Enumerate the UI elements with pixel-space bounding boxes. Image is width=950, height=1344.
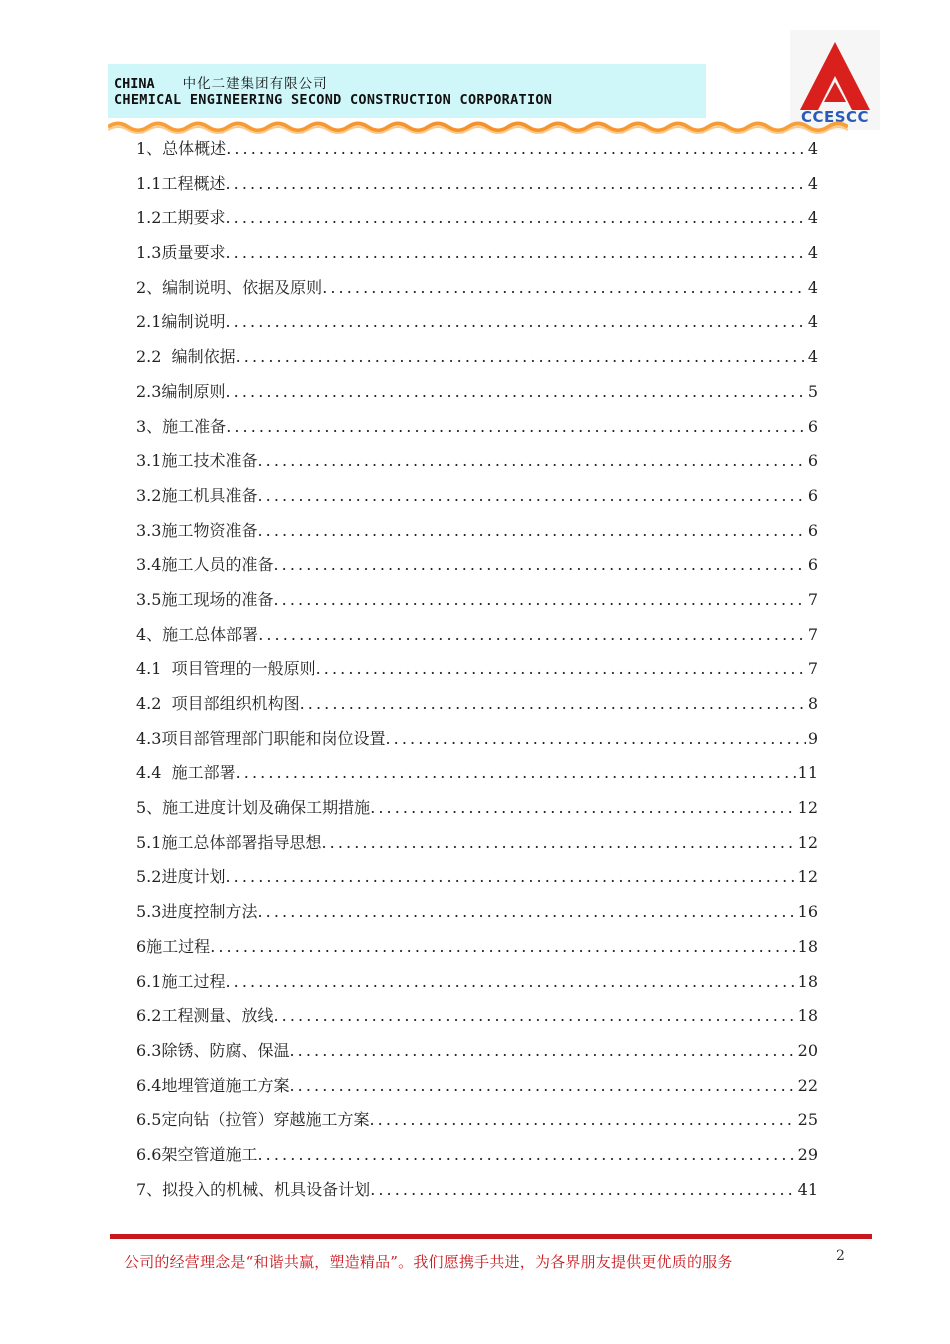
toc-entry-title: 4.4 施工部署 xyxy=(136,763,236,783)
toc-dot-leader xyxy=(321,831,795,855)
toc-entry-page: 29 xyxy=(797,1144,818,1164)
toc-entry[interactable] xyxy=(136,519,818,554)
toc-entry-title: 6.6架空管道施工 xyxy=(136,1144,258,1164)
toc-entry-page: 7 xyxy=(807,589,818,609)
toc-entry[interactable] xyxy=(136,1004,818,1039)
company-logo xyxy=(790,30,880,130)
toc-entry[interactable] xyxy=(136,241,818,276)
toc-entry-page: 6 xyxy=(807,416,818,436)
toc-entry-page: 18 xyxy=(797,971,818,991)
toc-entry-title: 7、拟投入的机械、机具设备计划 xyxy=(136,1179,371,1199)
toc-dot-leader xyxy=(236,345,806,369)
toc-entry[interactable] xyxy=(136,1039,818,1074)
toc-entry-page: 9 xyxy=(807,728,818,748)
toc-entry-title: 2.3编制原则 xyxy=(136,381,226,401)
toc-dot-leader xyxy=(370,1178,795,1202)
toc-entry-title: 3.5施工现场的准备 xyxy=(136,589,274,609)
toc-dot-leader xyxy=(236,761,796,785)
header-line-1 xyxy=(114,72,328,92)
logo-text: CCESCC xyxy=(800,108,870,126)
toc-entry-page: 4 xyxy=(807,139,818,158)
toc-entry[interactable] xyxy=(136,1178,818,1213)
toc-dot-leader xyxy=(370,796,795,820)
toc-entry-page: 25 xyxy=(797,1110,818,1130)
toc-dot-leader xyxy=(225,865,795,889)
toc-dot-leader xyxy=(225,172,805,196)
toc-entry-title: 2、编制说明、依据及原则 xyxy=(136,277,323,297)
toc-entry-title: 4.3项目部管理部门职能和岗位设置 xyxy=(136,728,386,748)
toc-dot-leader xyxy=(316,657,806,681)
toc-entry[interactable] xyxy=(136,137,818,172)
toc-entry-title: 4.2 项目部组织机构图 xyxy=(136,694,300,713)
toc-entry-page: 6 xyxy=(807,520,818,540)
toc-dot-leader xyxy=(226,415,806,439)
toc-entry-title: 6施工过程 xyxy=(136,936,211,956)
toc-dot-leader xyxy=(385,727,805,751)
toc-entry[interactable] xyxy=(136,692,818,727)
toc-dot-leader xyxy=(225,310,805,334)
toc-entry-title: 6.2工程测量、放线 xyxy=(136,1006,274,1026)
toc-dot-leader xyxy=(257,519,805,543)
toc-entry-page: 22 xyxy=(797,1075,818,1095)
toc-entry[interactable] xyxy=(136,1108,818,1143)
toc-entry[interactable] xyxy=(136,345,818,380)
toc-dot-leader xyxy=(273,588,805,612)
toc-entry-title: 5.2进度计划 xyxy=(136,867,226,887)
toc-entry-title: 5.1施工总体部署指导思想 xyxy=(136,832,322,852)
page-number: 2 xyxy=(836,1248,845,1264)
toc-dot-leader xyxy=(322,276,806,300)
toc-dot-leader xyxy=(273,1004,795,1028)
toc-entry-page: 4 xyxy=(807,208,818,228)
toc-entry[interactable] xyxy=(136,796,818,831)
toc-entry-page: 11 xyxy=(797,763,818,783)
toc-dot-leader xyxy=(257,1143,795,1167)
toc-entry[interactable] xyxy=(136,588,818,623)
toc-dot-leader xyxy=(257,449,805,473)
header-country: CHINA xyxy=(114,76,155,92)
toc-entry[interactable] xyxy=(136,831,818,866)
toc-entry[interactable] xyxy=(136,484,818,519)
toc-dot-leader xyxy=(273,553,805,577)
toc-entry[interactable] xyxy=(136,206,818,241)
toc-dot-leader xyxy=(258,623,806,647)
toc-entry-title: 6.3除锈、防腐、保温 xyxy=(136,1040,290,1060)
header-company-en: CHEMICAL ENGINEERING SECOND CONSTRUCTION CORPORATION xyxy=(114,92,553,108)
toc-dot-leader xyxy=(257,484,805,508)
toc-entry-title: 5.3进度控制方法 xyxy=(136,902,258,922)
toc-entry[interactable] xyxy=(136,310,818,345)
toc-entry-title: 3.4施工人员的准备 xyxy=(136,555,274,575)
toc-entry-page: 8 xyxy=(807,694,818,713)
toc-dot-leader xyxy=(257,900,795,924)
toc-entry-page: 16 xyxy=(797,902,818,922)
toc-entry[interactable] xyxy=(136,900,818,935)
toc-entry-page: 4 xyxy=(807,243,818,263)
toc-entry-page: 4 xyxy=(807,173,818,193)
toc-dot-leader xyxy=(225,206,805,230)
toc-entry[interactable] xyxy=(136,727,818,762)
toc-dot-leader xyxy=(289,1074,795,1098)
toc-entry-page: 6 xyxy=(807,555,818,575)
table-of-contents xyxy=(136,137,818,1212)
toc-entry[interactable] xyxy=(136,657,818,692)
toc-dot-leader xyxy=(225,970,795,994)
toc-entry-page: 4 xyxy=(807,312,818,332)
toc-entry[interactable] xyxy=(136,415,818,450)
toc-entry-title: 2.1编制说明 xyxy=(136,312,226,332)
toc-dot-leader xyxy=(210,935,795,959)
toc-entry-page: 12 xyxy=(797,798,818,818)
toc-entry-page: 6 xyxy=(807,485,818,505)
toc-entry[interactable] xyxy=(136,553,818,588)
toc-entry-page: 12 xyxy=(797,867,818,887)
toc-entry[interactable] xyxy=(136,865,818,900)
toc-entry[interactable] xyxy=(136,970,818,1005)
toc-dot-leader xyxy=(369,1108,795,1132)
toc-entry[interactable] xyxy=(136,761,818,796)
toc-entry-title: 1.1工程概述 xyxy=(136,173,226,193)
toc-entry[interactable] xyxy=(136,380,818,415)
toc-dot-leader xyxy=(289,1039,795,1063)
footer-rule xyxy=(110,1234,872,1239)
toc-entry-title: 6.1施工过程 xyxy=(136,971,226,991)
toc-entry-title: 1、总体概述 xyxy=(136,139,227,158)
header-wave-divider xyxy=(108,118,848,134)
header-company-cn: 中化二建集团有限公司 xyxy=(182,76,328,92)
toc-entry-title: 5、施工进度计划及确保工期措施 xyxy=(136,798,371,818)
toc-entry-title: 3.1施工技术准备 xyxy=(136,451,258,471)
toc-entry-title: 6.4地埋管道施工方案 xyxy=(136,1075,290,1095)
toc-entry[interactable] xyxy=(136,172,818,207)
toc-entry-page: 5 xyxy=(807,381,818,401)
toc-entry-title: 4、施工总体部署 xyxy=(136,624,259,644)
toc-dot-leader xyxy=(225,241,805,265)
toc-entry-title: 1.3质量要求 xyxy=(136,243,226,263)
toc-entry-title: 4.1 项目管理的一般原则 xyxy=(136,659,316,679)
toc-entry-page: 7 xyxy=(807,624,818,644)
toc-entry[interactable] xyxy=(136,623,818,658)
toc-dot-leader xyxy=(226,137,806,161)
toc-entry-title: 6.5定向钻（拉管）穿越施工方案 xyxy=(136,1110,370,1130)
toc-entry-page: 18 xyxy=(797,936,818,956)
toc-entry[interactable] xyxy=(136,935,818,970)
toc-entry-title: 3、施工准备 xyxy=(136,416,227,436)
toc-dot-leader xyxy=(300,692,806,716)
toc-entry[interactable] xyxy=(136,276,818,311)
footer-slogan: 公司的经营理念是“和谐共赢，塑造精品”。我们愿携手共进，为各界朋友提供更优质的服务 xyxy=(124,1253,733,1271)
toc-entry-title: 2.2 编制依据 xyxy=(136,347,236,367)
toc-entry[interactable] xyxy=(136,1074,818,1109)
toc-entry-title: 1.2工期要求 xyxy=(136,208,226,228)
toc-entry-page: 7 xyxy=(807,659,818,679)
toc-entry-page: 12 xyxy=(797,832,818,852)
toc-entry-page: 41 xyxy=(797,1179,818,1199)
toc-entry-page: 4 xyxy=(807,277,818,297)
toc-entry[interactable] xyxy=(136,1143,818,1178)
toc-entry-page: 18 xyxy=(797,1006,818,1026)
toc-entry-title: 3.2施工机具准备 xyxy=(136,485,258,505)
toc-entry[interactable] xyxy=(136,449,818,484)
toc-entry-page: 6 xyxy=(807,451,818,471)
toc-dot-leader xyxy=(225,380,805,404)
toc-entry-page: 4 xyxy=(807,347,818,367)
toc-entry-page: 20 xyxy=(797,1040,818,1060)
toc-entry-title: 3.3施工物资准备 xyxy=(136,520,258,540)
